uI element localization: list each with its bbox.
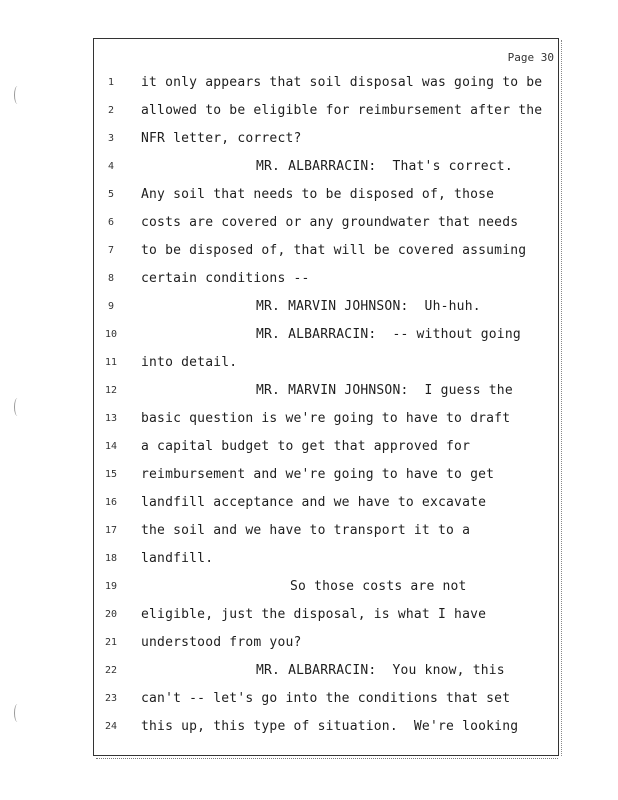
line-number: 1 (107, 77, 115, 88)
transcript-line (94, 549, 558, 573)
line-text: it only appears that soil disposal was going to be (141, 75, 543, 90)
line-number: 10 (104, 329, 118, 340)
line-number: 13 (104, 413, 118, 424)
line-text: MR. MARVIN JOHNSON: Uh-huh. (256, 299, 481, 314)
line-number: 12 (104, 385, 118, 396)
line-text: MR. ALBARRACIN: -- without going (256, 327, 521, 342)
line-number: 23 (104, 693, 118, 704)
line-number: 11 (104, 357, 118, 368)
line-number: 21 (104, 637, 118, 648)
line-number: 19 (104, 581, 118, 592)
transcript-line (94, 353, 558, 377)
binder-hole-mark (14, 86, 21, 104)
transcript-line (94, 661, 558, 685)
transcript-line (94, 325, 558, 349)
line-number: 6 (107, 217, 115, 228)
line-text: eligible, just the disposal, is what I have (141, 607, 487, 622)
page-number: Page 30 (507, 51, 554, 64)
line-number: 17 (104, 525, 118, 536)
line-number: 15 (104, 469, 118, 480)
transcript-line (94, 297, 558, 321)
line-text: to be disposed of, that will be covered assuming (141, 243, 527, 258)
line-text: into detail. (141, 355, 238, 370)
transcript-line (94, 465, 558, 489)
page-bottom-rule (96, 758, 558, 761)
line-text: MR. ALBARRACIN: You know, this (256, 663, 505, 678)
transcript-line (94, 185, 558, 209)
line-number: 4 (107, 161, 115, 172)
line-number: 24 (104, 721, 118, 732)
line-text: reimbursement and we're going to have to get (141, 467, 495, 482)
line-number: 3 (107, 133, 115, 144)
transcript-line (94, 101, 558, 125)
line-text: a capital budget to get that approved for (141, 439, 471, 454)
binder-hole-mark (14, 398, 21, 416)
line-text: certain conditions -- (141, 271, 310, 286)
transcript-line (94, 241, 558, 265)
line-number: 8 (107, 273, 115, 284)
transcript-line (94, 521, 558, 545)
transcript-line (94, 437, 558, 461)
line-text: this up, this type of situation. We're looking (141, 719, 519, 734)
line-number: 16 (104, 497, 118, 508)
line-number: 22 (104, 665, 118, 676)
transcript-page (93, 38, 559, 756)
transcript-line (94, 213, 558, 237)
line-text: basic question is we're going to have to draft (141, 411, 511, 426)
line-text: understood from you? (141, 635, 302, 650)
line-text: costs are covered or any groundwater that needs (141, 215, 519, 230)
line-text: Any soil that needs to be disposed of, those (141, 187, 495, 202)
line-text: landfill. (141, 551, 214, 566)
line-number: 20 (104, 609, 118, 620)
transcript-line (94, 157, 558, 181)
line-text: the soil and we have to transport it to a (141, 523, 471, 538)
transcript-line (94, 129, 558, 153)
line-text: landfill acceptance and we have to excavate (141, 495, 487, 510)
line-number: 7 (107, 245, 115, 256)
line-number: 14 (104, 441, 118, 452)
transcript-line (94, 493, 558, 517)
line-number: 9 (107, 301, 115, 312)
transcript-line (94, 381, 558, 405)
page-edge-rule (561, 40, 564, 756)
line-text: So those costs are not (290, 579, 467, 594)
line-number: 18 (104, 553, 118, 564)
line-number: 5 (107, 189, 115, 200)
transcript-line (94, 577, 558, 601)
line-text: can't -- let's go into the conditions that set (141, 691, 511, 706)
line-number: 2 (107, 105, 115, 116)
transcript-line (94, 269, 558, 293)
transcript-line (94, 73, 558, 97)
transcript-line (94, 633, 558, 657)
transcript-line (94, 409, 558, 433)
transcript-line (94, 717, 558, 741)
line-text: allowed to be eligible for reimbursement after the (141, 103, 543, 118)
line-text: MR. ALBARRACIN: That's correct. (256, 159, 513, 174)
transcript-line (94, 689, 558, 713)
line-text: MR. MARVIN JOHNSON: I guess the (256, 383, 513, 398)
transcript-line (94, 605, 558, 629)
binder-hole-mark (14, 704, 21, 722)
line-text: NFR letter, correct? (141, 131, 302, 146)
